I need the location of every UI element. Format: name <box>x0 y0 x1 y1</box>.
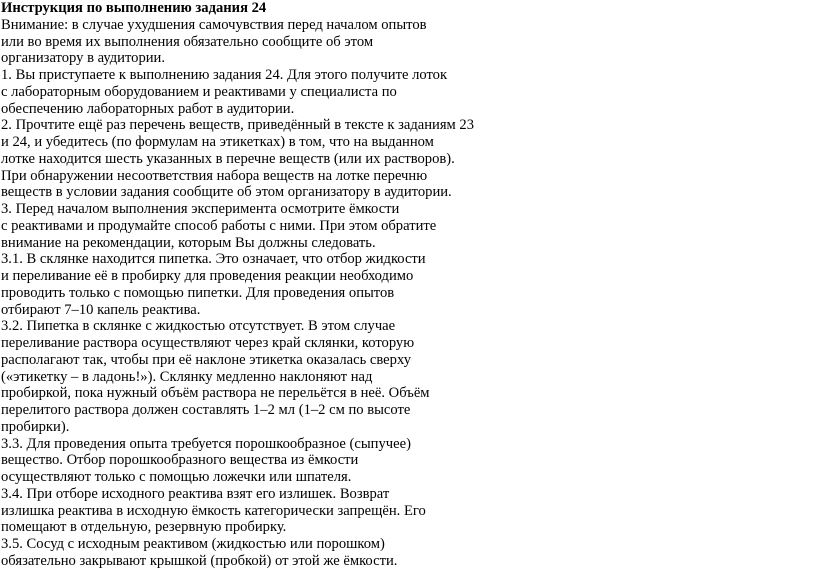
text-line-step3-2-3: располагают так, чтобы при её наклоне этикетка оказалась сверху <box>1 351 411 368</box>
text-line-step3-3-3: осуществляют только с помощью ложечки или шпателя. <box>1 469 352 485</box>
text-line-step3-1-1: 3.1. В склянке находится пипетка. Это означает, что отбор жидкости <box>1 251 426 268</box>
text-line-step3-2-5: пробиркой, пока нужный объём раствора не перельётся в неё. Объём <box>1 385 430 402</box>
text-line-step3-4-1: 3.4. При отборе исходного реактива взят его излишек. Возврат <box>1 485 390 502</box>
text-line-step3-2-6: перелитого раствора должен составлять 1–2 мл (1–2 см по высоте <box>1 402 411 418</box>
text-line-step1-3: обеспечению лабораторных работ в аудитории. <box>1 100 295 117</box>
text-line-step3-5-2: обязательно закрывают крышкой (пробкой) от этой же ёмкости. <box>1 552 398 569</box>
text-line-step3-1-4: отбирают 7–10 капель реактива. <box>1 301 201 318</box>
text-line-warning-1: Внимание: в случае ухудшения самочувствия перед началом опытов <box>1 16 427 33</box>
text-line-step3-3-2: вещество. Отбор порошкообразного вещества из ёмкости <box>1 452 359 469</box>
text-line-step3-1-3: проводить только с помощью пипетки. Для проведения опытов <box>1 284 395 301</box>
instruction-document <box>1 0 813 570</box>
text-line-step1-2: с лабораторным оборудованием и реактивами у специалиста по <box>1 83 397 100</box>
text-line-step2-1: 2. Прочтите ещё раз перечень веществ, приведённый в тексте к заданиям 23 <box>1 117 475 134</box>
text-line-step3-2-4: («этикетку – в ладонь!»). Склянку медленно наклоняют над <box>1 368 373 385</box>
text-line-warning-3: организатору в аудитории. <box>1 50 166 67</box>
text-line-step3-2-7: пробирки). <box>1 418 70 435</box>
text-line-step3-4-3: помещают в отдельную, резервную пробирку. <box>1 519 287 536</box>
text-line-warning-2: или во время их выполнения обязательно сообщите об этом <box>1 33 374 50</box>
document-title: Инструкция по выполнению задания 24 <box>1 0 267 16</box>
text-line-step2-4: При обнаружении несоответствия набора веществ на лотке перечню <box>1 167 428 184</box>
text-line-step3-2-1: 3.2. Пипетка в склянке с жидкостью отсутствует. В этом случае <box>1 318 396 335</box>
text-line-step3-1-2: и переливание её в пробирку для проведения реакции необходимо <box>1 268 414 284</box>
text-line-step2-2: и 24, и убедитесь (по формулам на этикетках) в том, что на выданном <box>1 134 434 150</box>
text-line-step3-3-1: 3.3. Для проведения опыта требуется порошкообразное (сыпучее) <box>1 435 411 452</box>
text-line-step3-1: 3. Перед началом выполнения эксперимента осмотрите ёмкости <box>1 201 400 217</box>
text-line-step3-3: внимание на рекомендации, которым Вы должны следовать. <box>1 234 376 251</box>
text-line-step2-5: веществ в условии задания сообщите об этом организатору в аудитории. <box>1 184 452 201</box>
text-line-step3-4-2: излишка реактива в исходную ёмкость категорически запрещён. Его <box>1 502 426 519</box>
text-line-step1-1: 1. Вы приступаете к выполнению задания 24. Для этого получите лоток <box>1 67 448 83</box>
text-line-step2-3: лотке находится шесть указанных в перечне веществ (или их растворов). <box>1 150 455 167</box>
text-line-step3-2: с реактивами и продумайте способ работы с ними. При этом обратите <box>1 217 437 234</box>
text-line-step3-5-1: 3.5. Сосуд с исходным реактивом (жидкостью или порошком) <box>1 536 385 552</box>
text-line-step3-2-2: переливание раствора осуществляют через край склянки, которую <box>1 335 415 351</box>
